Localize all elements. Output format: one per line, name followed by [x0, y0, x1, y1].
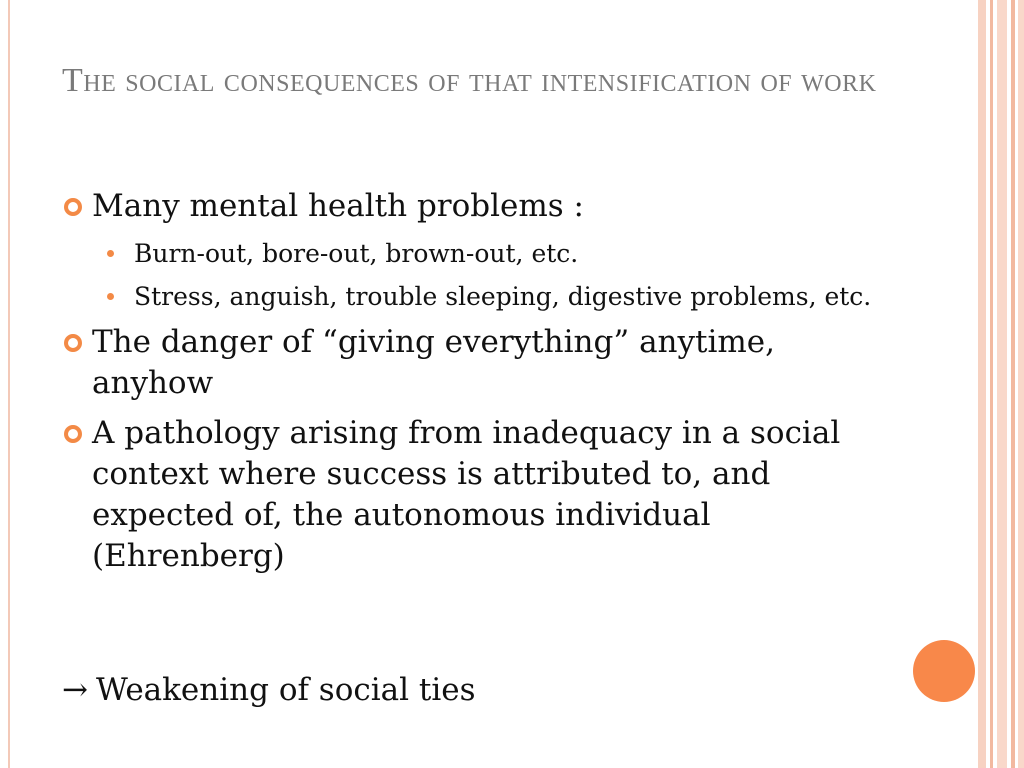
- decorative-orange-circle: [913, 640, 975, 702]
- sub-bullet-burnout: [60, 236, 880, 271]
- right-stripe-5: [1018, 0, 1024, 768]
- right-stripe-1: [978, 0, 986, 768]
- bullet-text: The danger of “giving everything” anytime, anyhow: [92, 324, 775, 401]
- sub-bullet-text: Stress, anguish, trouble sleeping, digestive problems, etc.: [134, 282, 872, 311]
- bullet-mental-health: [60, 186, 880, 227]
- slide-title: The social consequences of that intensification of work: [62, 62, 877, 99]
- dot-bullet-icon: [107, 293, 114, 300]
- right-stripe-3: [997, 0, 1007, 768]
- right-arrow-icon: →: [62, 672, 88, 708]
- conclusion: [62, 670, 476, 711]
- bullet-text: A pathology arising from inadequacy in a social context where success is attributed to, and expected of, the autonomous individual (Ehrenberg): [92, 415, 841, 574]
- bullet-text: Many mental health problems :: [92, 188, 584, 224]
- dot-bullet-icon: [107, 250, 114, 257]
- bullet-pathology: [60, 413, 880, 577]
- right-stripe-2: [990, 0, 993, 768]
- circle-bullet-icon: [64, 334, 82, 352]
- slide-body: [60, 186, 880, 586]
- circle-bullet-icon: [64, 425, 82, 443]
- left-border-line: [8, 0, 10, 768]
- circle-bullet-icon: [64, 198, 82, 216]
- right-stripe-4: [1011, 0, 1015, 768]
- sub-bullet-text: Burn-out, bore-out, brown-out, etc.: [134, 239, 579, 268]
- sub-bullet-stress: [60, 279, 880, 314]
- conclusion-text: Weakening of social ties: [95, 672, 476, 708]
- bullet-danger: [60, 322, 880, 404]
